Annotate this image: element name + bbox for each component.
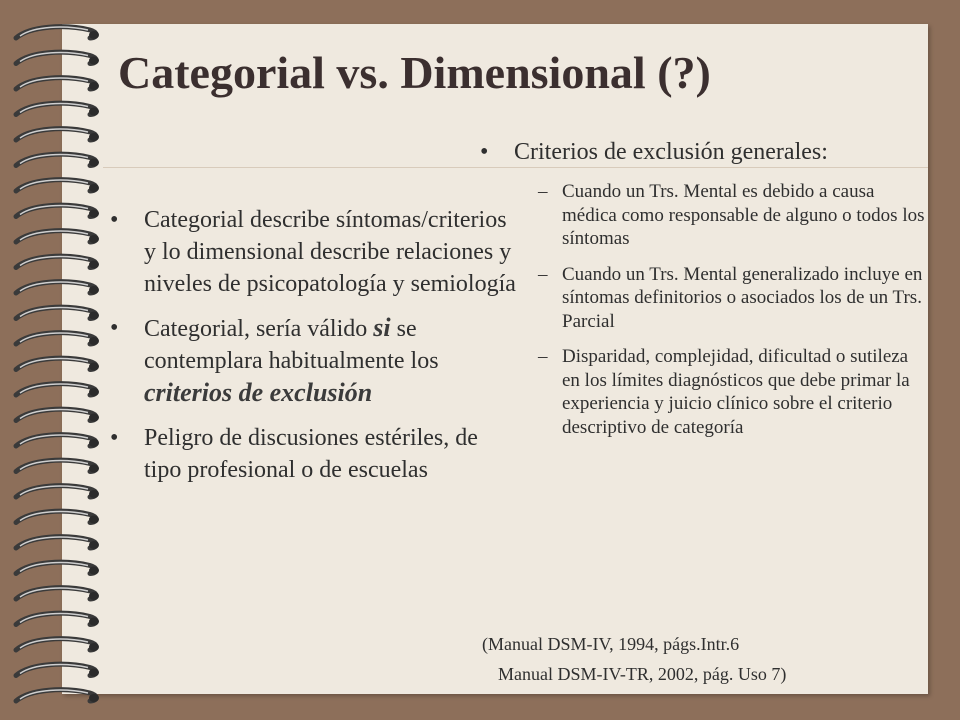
spiral-hole [89,669,99,677]
sub-item-2 [478,263,928,334]
spiral-hole [89,465,99,473]
spiral-hole [89,388,99,396]
citation-line-2: Manual DSM-IV-TR, 2002, pág. Uso 7) [498,664,787,684]
dash-icon: – [538,181,548,202]
emphasis-si: si [373,313,391,342]
left-bullet-1 [108,204,518,300]
bullet-icon: • [110,315,119,341]
bullet-text-part: Categorial, sería válido [144,316,374,342]
spiral-hole [89,286,99,294]
right-column [478,136,928,451]
left-bullet-3 [108,422,518,486]
spiral-hole [89,567,99,575]
spiral-hole [89,235,99,243]
bullet-text [144,312,518,410]
spiral-hole [89,439,99,447]
right-bullet [478,136,928,168]
spiral-hole [89,490,99,498]
sub-item-text: Disparidad, complejidad, dificultad o sutileza en los límites diagnósticos que debe primar la experiencia y juicio clínico sobre el criterio descriptivo de categoría [562,346,910,438]
left-bullet-2 [108,312,518,410]
spiral-hole [89,108,99,116]
sub-item-1 [478,180,928,251]
spiral-hole [89,261,99,269]
sub-item-3 [478,345,928,439]
spiral-hole [89,643,99,651]
dash-icon: – [538,346,548,367]
spiral-hole [89,694,99,702]
dash-icon: – [538,263,548,285]
sub-item-text: Cuando un Trs. Mental es debido a causa médica como responsable de alguno o todos los síntomas [562,181,925,249]
spiral-hole [89,541,99,549]
spiral-hole [89,57,99,65]
spiral-hole [89,516,99,524]
bullet-icon: • [480,139,489,165]
spiral-hole [89,618,99,626]
spiral-hole [89,414,99,422]
spiral-hole [89,312,99,320]
spiral-hole [89,159,99,167]
spiral-hole [89,210,99,218]
sub-item-text: Cuando un Trs. Mental generalizado incluye en síntomas definitorios o asociados los de un Trs. Parcial [562,263,923,332]
bullet-text: Criterios de exclusión generales: [514,139,828,165]
emphasis-criterios: criterios de exclusión [144,378,373,407]
spiral-hole [89,31,99,39]
spiral-hole [89,363,99,371]
citation-line-1: (Manual DSM-IV, 1994, págs.Intr.6 [482,634,740,654]
spiral-binding-icon [10,10,110,710]
spiral-hole [89,337,99,345]
bullet-icon: • [110,425,119,451]
bullet-text-part: se contemplara habitualmente los [144,316,439,374]
spiral-hole [89,184,99,192]
left-column [108,204,518,498]
bullet-text: Categorial describe síntomas/criterios y lo dimensional describe relaciones y niveles de psicopatología y semiología [144,207,516,297]
spiral-hole [89,133,99,141]
slide-title: Categorial vs. Dimensional (?) [118,47,711,98]
bullet-text: Peligro de discusiones estériles, de tipo profesional o de escuelas [144,425,478,483]
spiral-hole [89,592,99,600]
spiral-hole [89,82,99,90]
bullet-icon: • [110,207,119,233]
